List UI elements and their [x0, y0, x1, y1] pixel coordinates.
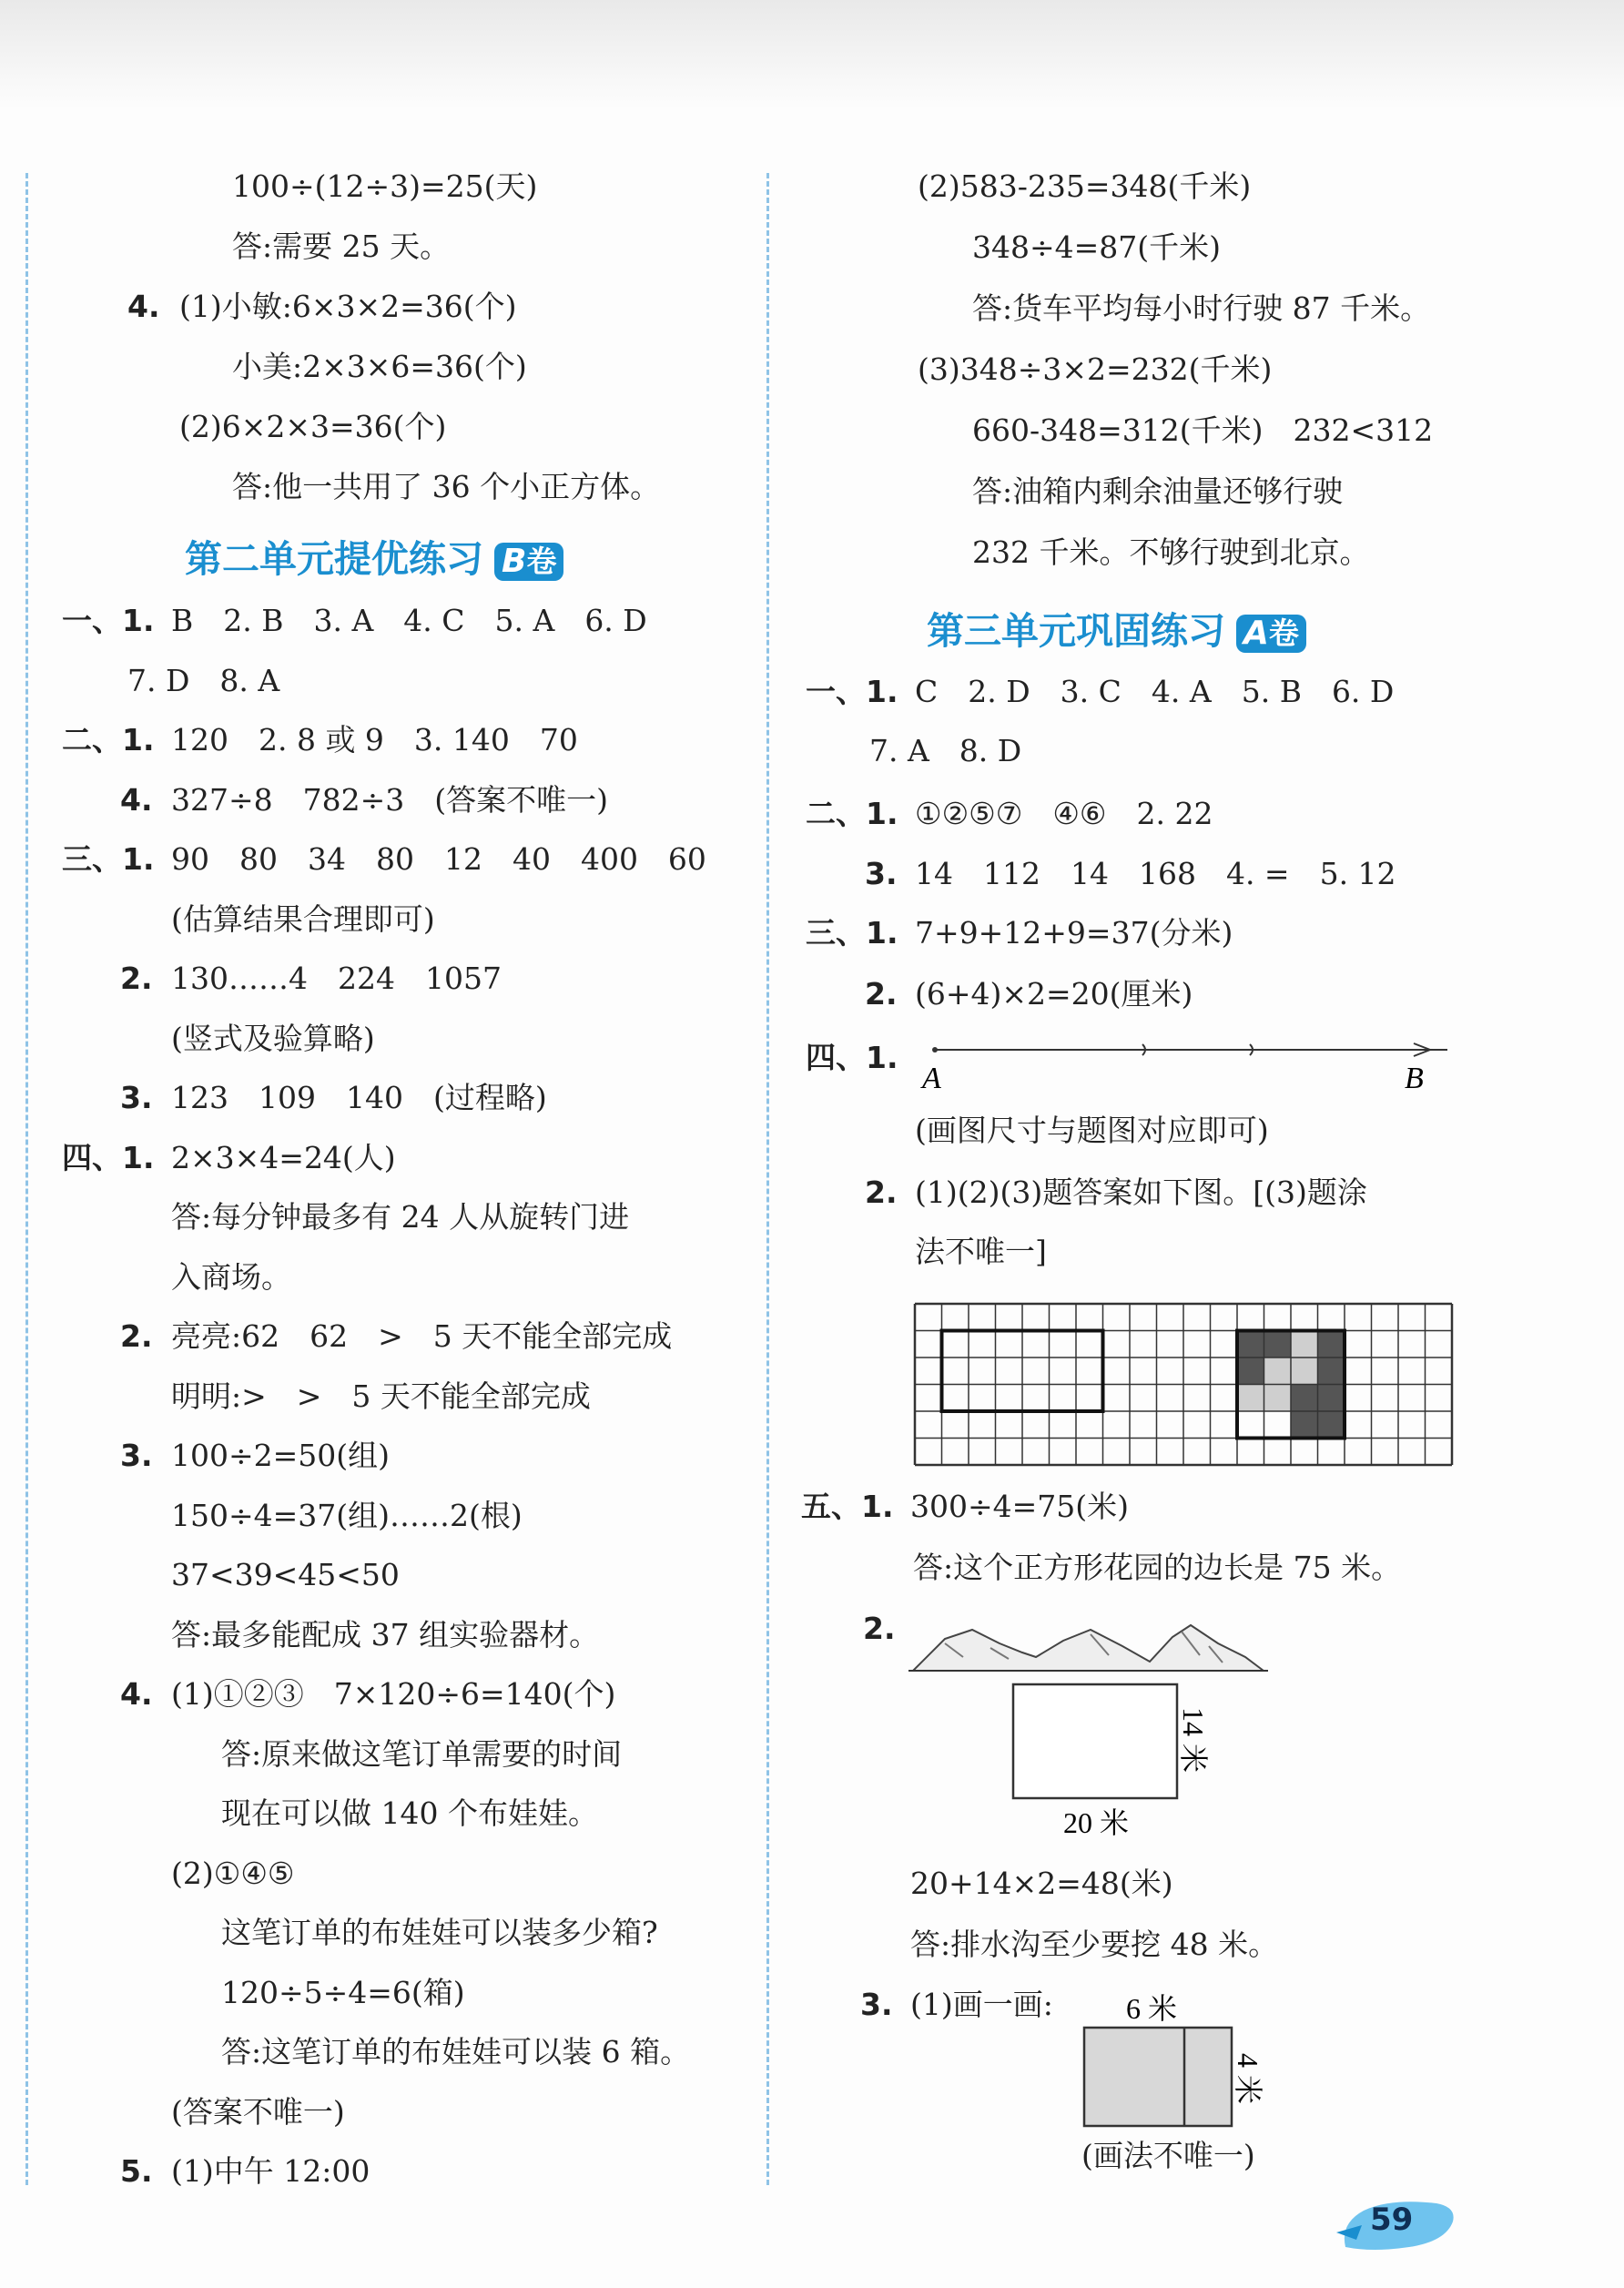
section-title-unit3 [927, 608, 1306, 654]
question-number: 3. [120, 1438, 153, 1473]
answer-line: 660-348=312(千米) 232<312 [972, 412, 1434, 448]
question-number: 三、1. [806, 915, 898, 951]
grid-fill-cell [1318, 1331, 1345, 1358]
answer-line: 130……4 224 1057 [171, 961, 502, 996]
answer-line: 亮亮:62 62 > 5 天不能全部完成 [171, 1318, 673, 1354]
answer-line: 20+14×2=48(米) [910, 1866, 1173, 1901]
grid-fill-cell [1291, 1411, 1318, 1439]
grid-fill-cell [1237, 1385, 1264, 1412]
answer-line: 法不唯一] [915, 1234, 1047, 1269]
garden-width-label: 14 米 [1177, 1707, 1210, 1774]
answer-line: (估算结果合理即可) [171, 900, 435, 937]
section-title-unit2 [185, 536, 563, 582]
answer-line: 答:他一共用了 36 个小正方体。 [232, 469, 661, 504]
question-number: 2. [863, 1611, 896, 1646]
answer-line: 答:原来做这笔订单需要的时间 [221, 1735, 623, 1772]
answer-line: (1)中午 12:00 [171, 2153, 370, 2189]
section-title-text: 第三单元巩固练习 [927, 609, 1225, 653]
answer-line: 答:油箱内剩余油量还够行驶 [972, 473, 1344, 509]
answer-line: 答:需要 25 天。 [232, 229, 451, 264]
garden-length-label: 20 米 [1063, 1806, 1130, 1839]
garden-rectangle [1013, 1684, 1177, 1798]
answer-line: (答案不唯一) [171, 2093, 345, 2130]
grid-fill-cell [1237, 1358, 1264, 1385]
answer-line: 小美:2×3×6=36(个) [232, 349, 527, 384]
question-number: 2. [865, 976, 898, 1012]
question-number: 二、1. [806, 796, 898, 831]
answer-line: 7. A 8. D [869, 733, 1022, 768]
question-number: 二、1. [62, 722, 155, 758]
point-a-label: A [922, 1062, 941, 1095]
rect-width-label: 4 米 [1232, 2053, 1264, 2105]
answer-line: (6+4)×2=20(厘米) [915, 976, 1193, 1012]
question-number: 一、1. [62, 603, 155, 638]
draw-note: (画法不唯一) [1081, 2138, 1255, 2173]
answer-line: 这笔订单的布娃娃可以装多少箱? [221, 1915, 658, 1950]
answer-line: 100÷2=50(组) [171, 1438, 391, 1473]
answer-line: (2)583-235=348(千米) [918, 168, 1252, 204]
grid-fill-cell [1264, 1385, 1292, 1412]
answer-line: 14 112 14 168 4. = 5. 12 [915, 856, 1396, 891]
question-number: 4. [127, 289, 160, 324]
answer-line: (竖式及验算略) [171, 1020, 375, 1056]
answer-line: ①②⑤⑦ ④⑥ 2. 22 [915, 796, 1213, 831]
question-number: 5. [120, 2153, 153, 2189]
question-number: 3. [865, 856, 898, 891]
answer-line: 明明:> > 5 天不能全部完成 [171, 1378, 591, 1414]
answer-line: 327÷8 782÷3 (答案不唯一) [171, 781, 609, 818]
question-number: 3. [120, 1080, 153, 1115]
page-number: 59 [1370, 2202, 1414, 2238]
answer-line: (2)6×2×3=36(个) [179, 409, 447, 444]
answer-line: 答:最多能配成 37 组实验器材。 [171, 1616, 600, 1652]
answer-line: 123 109 140 (过程略) [171, 1080, 547, 1115]
answer-line: 120 2. 8 或 9 3. 140 70 [171, 722, 578, 758]
grid-fill-cell [1291, 1358, 1318, 1385]
question-number: 四、1. [806, 1040, 898, 1075]
answer-line: 答:这个正方形花园的边长是 75 米。 [913, 1550, 1402, 1585]
answer-line: 37<39<45<50 [171, 1557, 400, 1592]
grid-fill-cell [1318, 1411, 1345, 1439]
center-dashed-divider [766, 173, 769, 2185]
answer-line: 答:这笔订单的布娃娃可以装 6 箱。 [221, 2034, 691, 2069]
grid-fill-cell [1237, 1331, 1264, 1358]
answer-line: 150÷4=37(组)……2(根) [171, 1497, 523, 1533]
answer-line: (1)小敏:6×3×2=36(个) [179, 289, 517, 324]
rectangle-drawing-figure [1079, 1989, 1288, 2126]
answer-line: 答:货车平均每小时行驶 87 千米。 [972, 290, 1431, 326]
section-title-text: 第二单元提优练习 [185, 537, 483, 581]
grid-fill-cell [1291, 1331, 1318, 1358]
answer-line: 入商场。 [171, 1258, 291, 1295]
grid-fill-cell [1264, 1331, 1292, 1358]
question-number: 一、1. [806, 674, 898, 709]
answer-line: 348÷4=87(千米) [972, 229, 1222, 265]
rect-length-label: 6 米 [1126, 1992, 1178, 2025]
answer-line: C 2. D 3. C 4. A 5. B 6. D [915, 674, 1395, 709]
answer-line: (1)①②③ 7×120÷6=140(个) [171, 1676, 616, 1712]
answer-line: 2×3×4=24(人) [171, 1139, 396, 1175]
answer-line: (画图尺寸与题图对应即可) [915, 1113, 1269, 1148]
scan-top-shadow [0, 0, 1624, 109]
question-number: 3. [860, 1987, 893, 2022]
segment-ab-figure [915, 1033, 1461, 1097]
answer-line: 90 80 34 80 12 40 400 60 [171, 841, 706, 877]
answer-line: (1)画一画: [910, 1987, 1053, 2022]
answer-line: (2)①④⑤ [171, 1855, 295, 1891]
section-badge: B卷 [494, 543, 563, 581]
section-badge: A卷 [1236, 615, 1306, 653]
answer-line: 100÷(12÷3)=25(天) [232, 168, 538, 204]
question-number: 五、1. [801, 1489, 894, 1524]
garden-figure [908, 1602, 1291, 1839]
question-number: 2. [120, 961, 153, 996]
answer-line: (1)(2)(3)题答案如下图。[(3)题涂 [915, 1175, 1367, 1210]
answer-line: 答:排水沟至少要挖 48 米。 [910, 1927, 1279, 1962]
question-number: 2. [865, 1175, 898, 1210]
answer-line: 现在可以做 140 个布娃娃。 [221, 1795, 598, 1831]
question-number: 四、1. [62, 1139, 155, 1175]
question-number: 4. [120, 781, 153, 818]
answer-line: 120÷5÷4=6(箱) [221, 1974, 465, 2010]
grid-fill-cell [1291, 1385, 1318, 1412]
answer-line: 7+9+12+9=37(分米) [915, 915, 1233, 951]
answer-line: 300÷4=75(米) [910, 1489, 1130, 1524]
answer-line: 答:每分钟最多有 24 人从旋转门进 [171, 1199, 630, 1235]
answer-line: B 2. B 3. A 4. C 5. A 6. D [171, 603, 647, 638]
question-number: 2. [120, 1318, 153, 1354]
grid-fill-cell [1318, 1358, 1345, 1385]
left-margin-dashed-line [25, 173, 28, 2185]
question-number: 三、1. [62, 841, 155, 877]
grid-fill-cell [1318, 1385, 1345, 1412]
answer-line: (3)348÷3×2=232(千米) [918, 351, 1273, 387]
shaded-rectangle [1084, 2028, 1232, 2126]
grid-fill-cell [1264, 1358, 1292, 1385]
answer-line: 232 千米。不够行驶到北京。 [972, 534, 1370, 570]
grid-drawing-figure [913, 1302, 1459, 1471]
point-b-label: B [1405, 1062, 1424, 1095]
answer-line: 7. D 8. A [127, 662, 280, 698]
question-number: 4. [120, 1676, 153, 1712]
